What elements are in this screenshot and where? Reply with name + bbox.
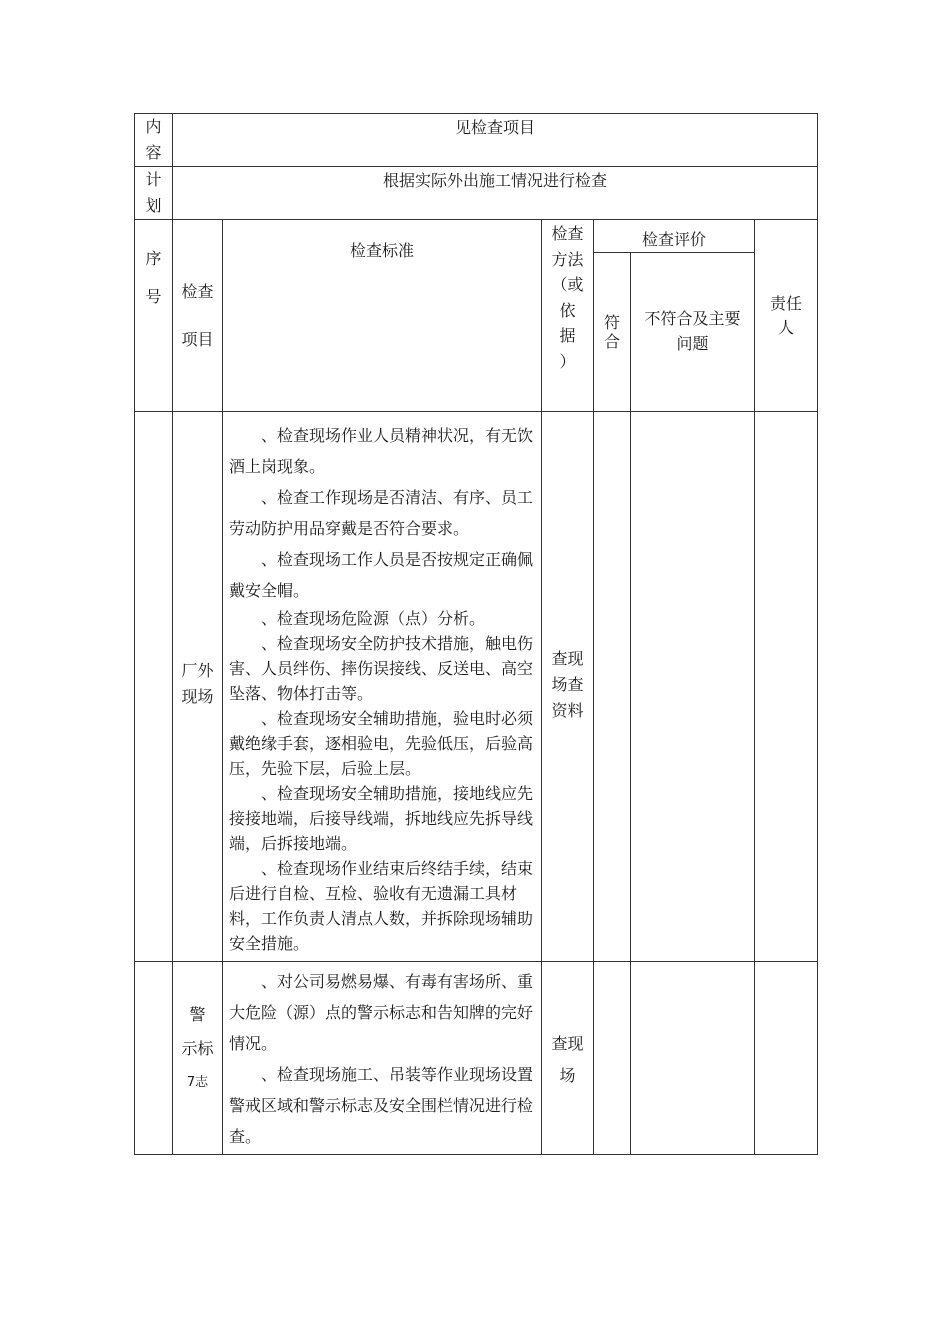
item-name-cell: 厂外 现场 — [173, 412, 223, 962]
plan-label: 计 划 — [135, 167, 173, 220]
plan-value: 根据实际外出施工情况进行检查 — [173, 167, 818, 220]
method-cell: 查现 场 — [542, 962, 594, 1155]
standard-line: 、检查工作现场是否清洁、有序、员工劳动防护用品穿戴是否符合要求。 — [229, 488, 534, 538]
standard-line: 、检查现场安全辅助措施，验电时必须戴绝缘手套，逐相验电，先验低压，后验高压，先验下层，后验上层。 — [229, 709, 534, 778]
seq-header: 序 号 — [135, 220, 173, 412]
method-header: 检查 方法 （或 依 据 ） — [542, 220, 594, 412]
responsible-cell — [755, 962, 818, 1155]
standard-cell — [223, 962, 542, 1155]
nonconform-cell — [631, 412, 755, 962]
evaluation-header: 检查评价 — [594, 220, 755, 253]
standard-line: 、检查现场工作人员是否按规定正确佩戴安全帽。 — [229, 550, 534, 600]
content-label: 内 容 — [135, 114, 173, 167]
standard-line: 、检查现场安全辅助措施，接地线应先接接地端，后接导线端，拆地线应先拆导线端，后拆接地端。 — [229, 784, 534, 853]
standard-line: 、检查现场危险源（点）分析。 — [261, 609, 486, 628]
conform-cell — [594, 962, 631, 1155]
standard-header: 检查标准 — [223, 220, 542, 412]
nonconform-cell — [631, 962, 755, 1155]
conform-cell — [594, 412, 631, 962]
inspection-table — [134, 113, 818, 1155]
seq-cell — [135, 962, 173, 1155]
standard-line: 、对公司易燃易爆、有毒有害场所、重大危险（源）点的警示标志和告知牌的完好情况。 — [229, 972, 534, 1053]
standard-line: 、检查现场作业结束后终结手续，结束后进行自检、互检、验收有无遗漏工具材料，工作负责人清点人数，并拆除现场辅助安全措施。 — [229, 859, 534, 953]
table-row — [135, 962, 818, 1155]
item-name-cell: 警 示标 7志 — [173, 962, 223, 1155]
responsible-cell — [755, 412, 818, 962]
standard-line: 、检查现场作业人员精神状况，有无饮酒上岗现象。 — [229, 426, 534, 476]
conform-header: 符 合 — [594, 253, 631, 412]
seq-cell — [135, 412, 173, 962]
method-cell: 查现 场查 资料 — [542, 412, 594, 962]
standard-cell — [223, 412, 542, 962]
content-value: 见检查项目 — [173, 114, 818, 167]
responsible-header: 责任 人 — [755, 220, 818, 412]
standard-line: 、检查现场安全防护技术措施，触电伤害、人员绊伤、摔伤误接线、反送电、高空坠落、物体打击等。 — [229, 634, 534, 703]
nonconform-header: 不符合及主要 问题 — [631, 253, 755, 412]
standard-line: 、检查现场施工、吊装等作业现场设置警戒区域和警示标志及安全围栏情况进行检查。 — [229, 1065, 534, 1146]
item-header: 检查 项目 — [173, 220, 223, 412]
table-row — [135, 412, 818, 962]
